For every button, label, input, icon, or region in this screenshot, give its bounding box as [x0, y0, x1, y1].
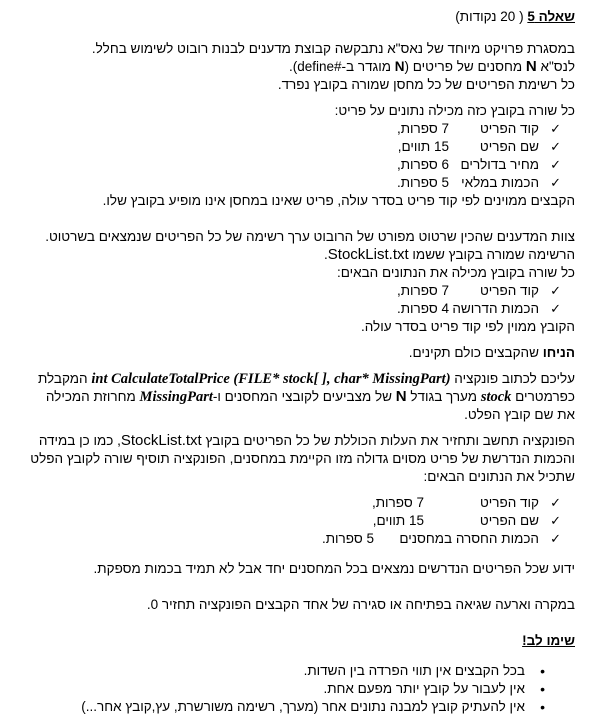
- list-item: ✓ מחיר בדולרים 6 ספרות,: [396, 157, 561, 172]
- list-item: ✓ הכמות החסרה במחסנים 5 ספרות.: [321, 531, 561, 546]
- known-line: ידוע שכל הפריטים הנדרשים נמצאים בכל המחסנים יחד אבל לא תמיד בכמות מספקת.: [93, 561, 575, 576]
- stocklist-footer: הקובץ ממוין לפי קוד פריט בסדר עולה.: [361, 319, 575, 334]
- list-item: ✓ קוד הפריט 7 ספרות,: [396, 283, 561, 298]
- list-item: ✓ שם הפריט 15 תווים,: [397, 139, 561, 154]
- list-item: ✓ קוד הפריט 7 ספרות,: [371, 495, 561, 510]
- list-item: ✓ הכמות הדרושה 4 ספרות.: [396, 301, 561, 316]
- check-icon: ✓: [550, 121, 561, 136]
- check-icon: ✓: [550, 139, 561, 154]
- intro-line-3: כל רשימת הפריטים של כל מחסן שמורה בקובץ נפרד.: [277, 77, 575, 92]
- check-icon: ✓: [550, 495, 561, 510]
- check-icon: ✓: [550, 301, 561, 316]
- compute-line-1: הפונקציה תחשב ותחזיר את העלות הכוללת של כל הפריטים בקובץ StockList.txt, כמו כן במידה: [38, 432, 575, 449]
- task-line-1: עליכם לכתוב פונקציה int CalculateTotalPrice (FILE* stock[ ], char* MissingPart) המקבלת: [37, 371, 575, 387]
- stocklist-filename: StockList.txt: [327, 246, 409, 263]
- stocklist-line-1: צוות המדענים שהכין שרטוט מפורט של הרובוט ערך רשימה של כל הפריטים שנמצאים בשרטוט.: [45, 229, 575, 244]
- compute-line-2: והכמות הנדרשת של פריט מסוים גדולה מזו הקיימת במחסנים, הפונקציה תוסיף שורה לקובץ הפלט: [30, 451, 575, 466]
- question-header: [20, 8, 575, 28]
- question-points: ( 20 נקודות): [455, 9, 524, 24]
- compute-line-3: שתכיל את הנתונים הבאים:: [423, 469, 575, 484]
- check-icon: ✓: [550, 513, 561, 528]
- intro-line-2: לנס"א N מחסנים של פריטים (N מוגדר ב-#define).: [288, 58, 575, 75]
- output-field-list: [20, 494, 575, 548]
- warehouse-file-footer: הקבצים ממוינים לפי קוד פריט בסדר עולה, פריט שאינו במחסן אינו מופיע בקובץ שלו.: [102, 193, 575, 208]
- check-icon: ✓: [550, 157, 561, 172]
- list-item: ✓ הכמות במלאי 5 ספרות.: [396, 175, 561, 190]
- notice-list: [20, 662, 575, 716]
- error-line: במקרה וארעה שגיאה בפתיחה או סגירה של אחד הקבצים הפונקציה תחזיר 0.: [146, 597, 575, 612]
- bullet-icon: •: [540, 663, 545, 679]
- question-title: שאלה 5: [527, 9, 575, 24]
- stocklist-line-2: הרשימה שמורה בקובץ ששמו StockList.txt.: [324, 246, 575, 263]
- function-signature: int CalculateTotalPrice (FILE* stock[ ], char* MissingPart): [91, 371, 451, 387]
- warehouse-file-intro: כל שורה בקובץ כזה מכילה נתונים על פריט:: [334, 103, 575, 118]
- task-line-2: כפרמטרים stock מערך בגודל N של מצביעים לקובצי המחסנים ו-MissingPart מחרוזת המכילה: [45, 388, 575, 405]
- list-item: ✓ שם הפריט 15 תווים,: [372, 513, 561, 528]
- list-item: • אין לעבור על קובץ יותר מפעם אחת.: [323, 681, 545, 697]
- check-icon: ✓: [550, 283, 561, 298]
- stocklist-field-list: [20, 282, 575, 318]
- notice-title: שימו לב!: [522, 633, 575, 648]
- list-item: ✓ קוד הפריט 7 ספרות,: [396, 121, 561, 136]
- stocklist-intro: כל שורה בקובץ מכילה את הנתונים הבאים:: [336, 265, 575, 280]
- list-item: • בכל הקבצים אין תווי הפרדה בין השדות.: [303, 663, 545, 679]
- bullet-icon: •: [540, 699, 545, 715]
- list-item: • אין להעתיק קובץ למבנה נתונים אחר (מערך, רשימה משורשרת, עץ,קובץ אחר...): [81, 699, 545, 715]
- intro-line-1: במסגרת פרויקט מיוחד של נאס"א נתבקשה קבוצת מדענים לבנות רובוט לשימוש בחלל.: [91, 41, 575, 56]
- check-icon: ✓: [550, 531, 561, 546]
- assume-line: הניחו שהקבצים כולם תקינים.: [408, 345, 575, 360]
- bullet-icon: •: [540, 681, 545, 697]
- task-line-3: את שם קובץ הפלט.: [464, 407, 575, 422]
- warehouse-field-list: [20, 120, 575, 192]
- check-icon: ✓: [550, 175, 561, 190]
